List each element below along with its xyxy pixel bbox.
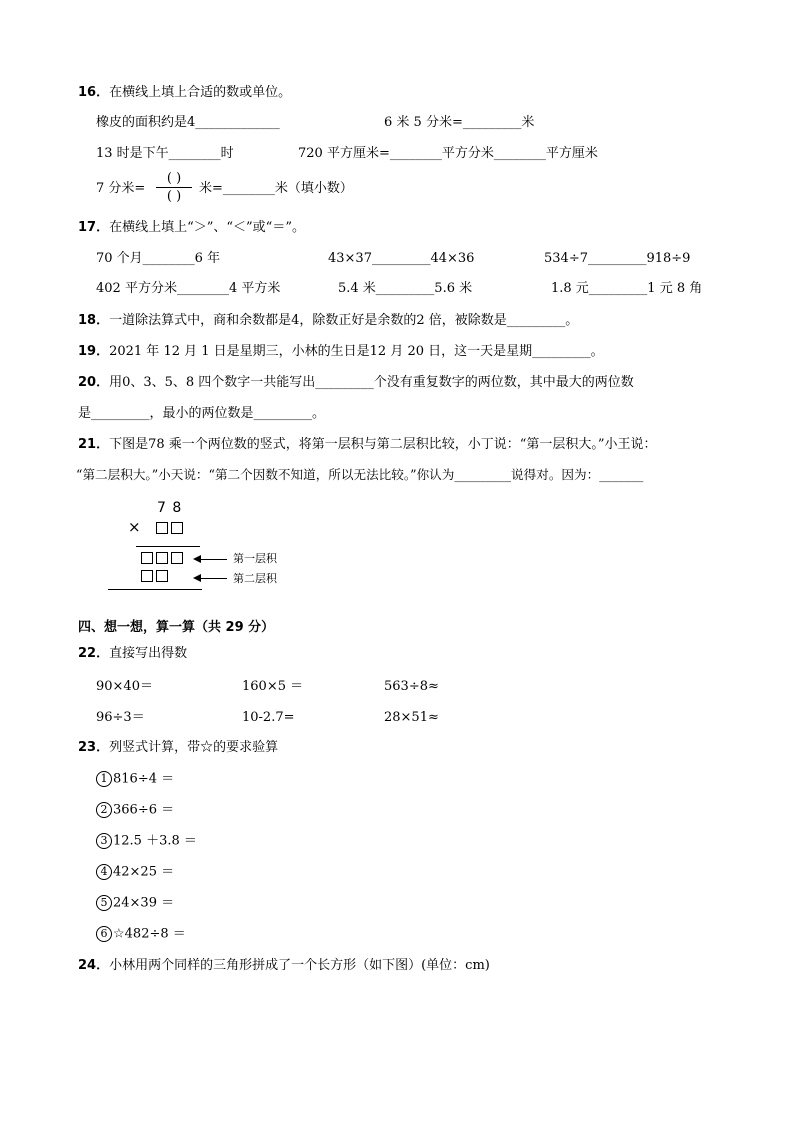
- q23-item-text: 12.5 ＋3.8 ＝: [113, 833, 197, 849]
- first-partial-product-label: 第一层积: [233, 552, 277, 565]
- q22-item: 160×5 ＝: [242, 679, 304, 694]
- q22-title: [78, 647, 187, 660]
- second-partial-product-label: 第二层积: [233, 572, 277, 585]
- q19-number: 19．: [78, 344, 110, 359]
- rule-line: [136, 546, 200, 547]
- q23-item: [96, 864, 174, 880]
- q18: [78, 314, 578, 327]
- left-arrow-icon: [195, 559, 227, 560]
- q20-line2: 是_________，最小的两位数是_________。: [78, 406, 326, 421]
- q17-number: 17．: [78, 220, 110, 235]
- q23-item-text: 816÷4 ＝: [113, 771, 175, 787]
- q22-item: 90×40＝: [96, 679, 153, 694]
- q19: [78, 345, 604, 358]
- q17-compare: 5.4 米_________5.6 米: [338, 281, 473, 296]
- digit-box: [171, 522, 183, 534]
- q23-item: [96, 895, 174, 911]
- q23-item-text: 366÷6 ＝: [113, 802, 175, 818]
- q21-line1: [78, 438, 657, 451]
- q18-number: 18．: [78, 313, 110, 328]
- figure-top-digits: 7 8: [157, 500, 183, 516]
- digit-box: [156, 552, 168, 564]
- q22-item: 563÷8≈: [384, 679, 439, 694]
- q17-compare: 402 平方分米________4 平方米: [96, 281, 281, 296]
- circled-number: 3: [96, 833, 112, 849]
- left-arrow-icon: [195, 578, 227, 579]
- q23-item: [96, 771, 174, 787]
- q16-e-suffix: 米=________米（填小数）: [199, 181, 353, 196]
- q17-compare: 70 个月________6 年: [96, 251, 221, 266]
- q17-title: [78, 221, 305, 234]
- q23-number: 23．: [78, 740, 110, 755]
- q16-instruction: 在横线上填上合适的数或单位。: [109, 85, 292, 100]
- q22-text: 直接写出得数: [109, 646, 188, 661]
- q16-title: [78, 86, 291, 99]
- q19-text: 2021 年 12 月 1 日是星期三，小林的生日是12 月 20 日，这一天是星期_________。: [109, 344, 604, 359]
- q22-item: 10-2.7=: [242, 710, 295, 725]
- q24-text: 小林用两个同样的三角形拼成了一个长方形（如下图）(单位：cm): [109, 958, 490, 973]
- q16-blank-b: 6 米 5 分米=_________米: [384, 115, 535, 130]
- q16-blank-a: 橡皮的面积约是4_____________: [96, 115, 280, 130]
- q22-item: 28×51≈: [384, 710, 439, 725]
- q16-fraction-numerator: ( ): [166, 171, 182, 186]
- q23-item: [96, 802, 174, 818]
- q16-blank-d: 720 平方厘米=________平方分米________平方厘米: [298, 146, 598, 161]
- times-sign: ×: [128, 518, 141, 536]
- q23-item: [96, 926, 186, 942]
- circled-number: 1: [96, 771, 112, 787]
- q17-compare: 534÷7_________918÷9: [544, 251, 691, 266]
- digit-box: [156, 570, 168, 582]
- q17-compare: 1.8 元_________1 元 8 角: [551, 281, 703, 296]
- q21-line2: “第二层积大。”小天说：“第二个因数不知道，所以无法比较。”你认为_________说得对。因为：_______: [76, 467, 644, 482]
- circled-number: 6: [96, 926, 112, 942]
- q23-title: [78, 741, 278, 754]
- q20-number: 20．: [78, 375, 110, 390]
- digit-box: [141, 552, 153, 564]
- q16-fraction: [156, 172, 192, 203]
- q23-item-text: 24×39 ＝: [113, 895, 175, 911]
- circled-number: 2: [96, 802, 112, 818]
- q20-text: 用0、3、5、8 四个数字一共能写出_________个没有重复数字的两位数，其中最大的两位数: [109, 375, 634, 390]
- circled-number: 4: [96, 864, 112, 880]
- q21-number: 21．: [78, 437, 110, 452]
- q16-e-prefix: 7 分米=: [96, 181, 146, 196]
- q20-line1: [78, 376, 634, 389]
- q23-item: [96, 833, 197, 849]
- q16-blank-c: 13 时是下午________时: [96, 146, 234, 161]
- q23-item-text: ☆482÷8 ＝: [113, 926, 186, 942]
- q21-text: 下图是78 乘一个两位数的竖式，将第一层积与第二层积比较，小丁说：“第一层积大。”小王说：: [109, 437, 657, 452]
- q17-instruction: 在横线上填上“＞”、“＜”或“＝”。: [109, 220, 305, 235]
- q24: [78, 959, 490, 972]
- digit-box: [156, 522, 168, 534]
- q17-compare: 43×37_________44×36: [328, 251, 475, 266]
- section-heading: 四、想一想，算一算（共 29 分）: [78, 620, 275, 635]
- q22-number: 22．: [78, 646, 110, 661]
- q16-fraction-denominator: ( ): [166, 189, 182, 204]
- rule-line: [108, 589, 202, 590]
- q23-text: 列竖式计算，带☆的要求验算: [109, 740, 279, 755]
- q24-number: 24．: [78, 958, 110, 973]
- q23-item-text: 42×25 ＝: [113, 864, 175, 880]
- q22-item: 96÷3＝: [96, 710, 145, 725]
- q16-fraction-bar: [156, 187, 192, 188]
- circled-number: 5: [96, 895, 112, 911]
- q16-number: 16．: [78, 85, 110, 100]
- digit-box: [171, 552, 183, 564]
- q18-text: 一道除法算式中，商和余数都是4，除数正好是余数的2 倍，被除数是_________。: [109, 313, 579, 328]
- digit-box: [141, 570, 153, 582]
